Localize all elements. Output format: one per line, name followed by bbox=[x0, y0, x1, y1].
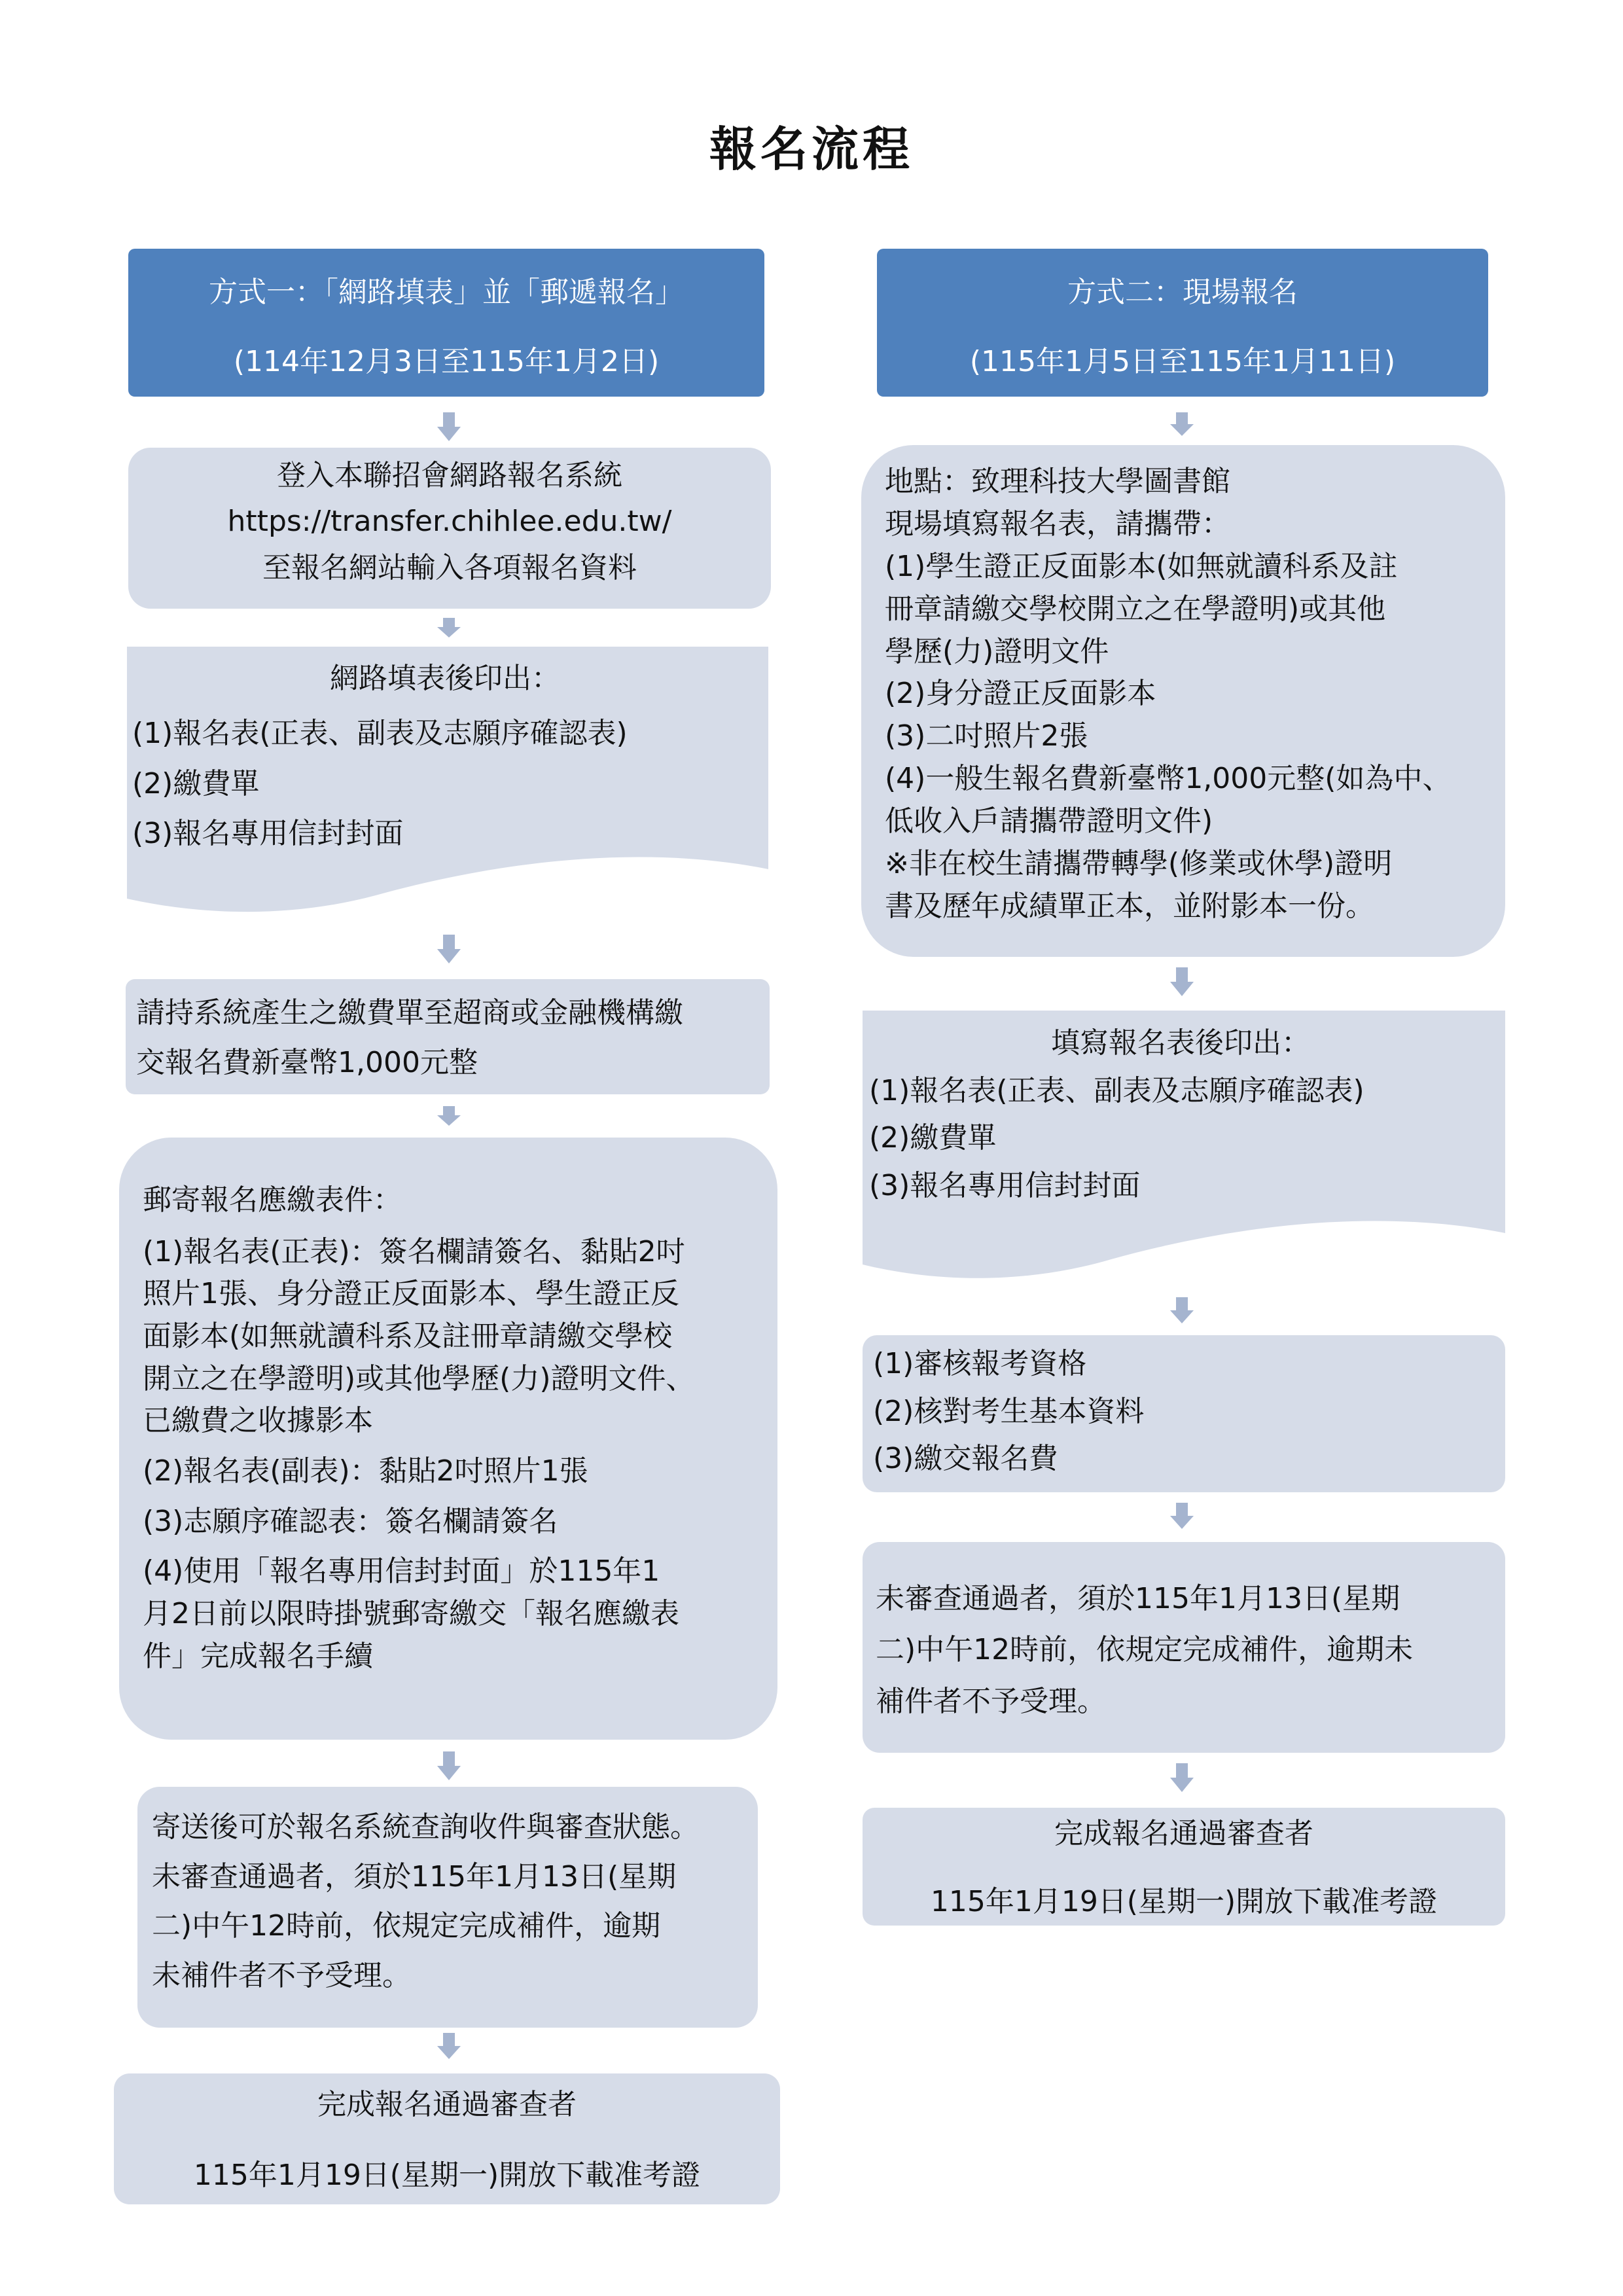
flow-arrow-icon bbox=[1170, 1297, 1194, 1326]
list-item: (1)報名表(正表、副表及志願序確認表) bbox=[869, 1073, 1364, 1107]
list-item: (2)核對考生基本資料 bbox=[873, 1394, 1145, 1428]
method-one-period: (114年12月3日至115年1月2日) bbox=[233, 345, 660, 378]
list-item: (3)繳交報名費 bbox=[873, 1442, 1058, 1476]
step-heading: 完成報名通過審查者 bbox=[317, 2088, 577, 2121]
list-item: (2)繳費單 bbox=[869, 1121, 997, 1155]
flow-arrow-icon bbox=[437, 1751, 461, 1780]
step-text: 未審查通過者，須於115年1月13日(星期 bbox=[152, 1859, 677, 1893]
list-item: (1)學生證正反面影本(如無就讀科系及註 bbox=[885, 549, 1398, 583]
list-item: (3)報名專用信封封面 bbox=[869, 1168, 1141, 1202]
list-item: (1)審核報考資格 bbox=[873, 1347, 1087, 1380]
step-text: 二)中午12時前，依規定完成補件，逾期 bbox=[152, 1909, 661, 1943]
step-login-system bbox=[128, 448, 771, 609]
admission-ticket-date: 115年1月19日(星期一)開放下載准考證 bbox=[930, 1885, 1438, 1919]
list-item: 件」完成報名手續 bbox=[143, 1639, 373, 1673]
flow-arrow-icon bbox=[437, 618, 461, 647]
step-heading: 郵寄報名應繳表件： bbox=[143, 1183, 402, 1217]
list-item: 已繳費之收據影本 bbox=[143, 1404, 373, 1438]
list-item: (4)一般生報名費新臺幣1,000元整(如為中、 bbox=[885, 762, 1452, 796]
page-title: 報名流程 bbox=[709, 121, 914, 177]
flow-arrow-icon bbox=[1170, 412, 1194, 441]
step-text: 登入本聯招會網路報名系統 bbox=[277, 459, 622, 492]
step-onsite-location bbox=[861, 445, 1505, 957]
list-item: (2)報名表(副表)：黏貼2吋照片1張 bbox=[143, 1454, 588, 1488]
system-url: https://transfer.chihlee.edu.tw/ bbox=[227, 505, 672, 539]
step-text: 至報名網站輸入各項報名資料 bbox=[262, 550, 637, 584]
list-item: (3)二吋照片2張 bbox=[885, 719, 1088, 753]
step-check-status bbox=[137, 1787, 758, 2028]
list-item: 開立之在學證明)或其他學歷(力)證明文件、 bbox=[143, 1361, 695, 1395]
step-print-forms-onsite bbox=[863, 1011, 1505, 1288]
list-item: (1)報名表(正表、副表及志願序確認表) bbox=[132, 717, 628, 751]
note-text: ※非在校生請攜帶轉學(修業或休學)證明 bbox=[885, 847, 1393, 881]
list-item: 月2日前以限時掛號郵寄繳交「報名應繳表 bbox=[143, 1597, 679, 1631]
step-review bbox=[863, 1335, 1505, 1492]
step-heading: 完成報名通過審查者 bbox=[1054, 1817, 1313, 1850]
list-item: (2)身分證正反面影本 bbox=[885, 677, 1156, 711]
step-text: 補件者不予受理。 bbox=[876, 1684, 1106, 1718]
step-text: 二)中午12時前，依規定完成補件，逾期未 bbox=[876, 1633, 1414, 1667]
method-two-header bbox=[877, 249, 1488, 397]
step-text: 現場填寫報名表，請攜帶： bbox=[885, 507, 1230, 541]
flow-arrow-icon bbox=[1170, 1503, 1194, 1532]
step-text: 未補件者不予受理。 bbox=[152, 1959, 411, 1993]
list-item: 低收入戶請攜帶證明文件) bbox=[885, 804, 1213, 838]
flow-arrow-icon bbox=[437, 2033, 461, 2062]
step-heading: 填寫報名表後印出： bbox=[1051, 1026, 1310, 1060]
note-text: 書及歷年成績單正本，並附影本一份。 bbox=[885, 889, 1374, 923]
step-text: 寄送後可於報名系統查詢收件與審查狀態。 bbox=[152, 1810, 699, 1844]
location-text: 地點：致理科技大學圖書館 bbox=[885, 465, 1230, 498]
list-item: (3)志願序確認表：簽名欄請簽名 bbox=[143, 1504, 558, 1538]
step-heading: 網路填表後印出： bbox=[330, 662, 560, 695]
list-item: (1)報名表(正表)：簽名欄請簽名、黏貼2吋 bbox=[143, 1234, 685, 1268]
method-one-title: 方式一：「網路填表」並「郵遞報名」 bbox=[209, 276, 684, 309]
method-one-header bbox=[128, 249, 764, 397]
flow-arrow-icon bbox=[1170, 967, 1194, 996]
list-item: (3)報名專用信封封面 bbox=[132, 817, 404, 851]
step-supplement-deadline bbox=[863, 1542, 1505, 1753]
method-two-title: 方式二：現場報名 bbox=[1067, 276, 1298, 309]
step-text: 未審查通過者，須於115年1月13日(星期 bbox=[876, 1582, 1400, 1615]
flow-arrow-icon bbox=[1170, 1763, 1194, 1792]
step-text: 交報名費新臺幣1,000元整 bbox=[136, 1045, 478, 1079]
list-item: 面影本(如無就讀科系及註冊章請繳交學校 bbox=[143, 1319, 673, 1354]
flow-arrow-icon bbox=[437, 1106, 461, 1135]
flow-arrow-icon bbox=[437, 935, 461, 963]
step-text: 請持系統產生之繳費單至超商或金融機構繳 bbox=[136, 996, 683, 1030]
list-item: (4)使用「報名專用信封封面」於115年1 bbox=[143, 1554, 660, 1588]
step-complete-onsite bbox=[863, 1808, 1505, 1926]
admission-ticket-date: 115年1月19日(星期一)開放下載准考證 bbox=[193, 2159, 701, 2193]
list-item: 冊章請繳交學校開立之在學證明)或其他 bbox=[885, 592, 1386, 626]
step-pay-fee bbox=[126, 979, 770, 1094]
list-item: (2)繳費單 bbox=[132, 766, 260, 800]
step-print-forms bbox=[127, 647, 768, 922]
flow-arrow-icon bbox=[437, 412, 461, 441]
method-two-period: (115年1月5日至115年1月11日) bbox=[969, 345, 1396, 378]
list-item: 照片1張、身分證正反面影本、學生證正反 bbox=[143, 1277, 679, 1311]
step-complete bbox=[114, 2073, 780, 2204]
step-mail-documents bbox=[119, 1138, 777, 1740]
list-item: 學歷(力)證明文件 bbox=[885, 634, 1109, 668]
